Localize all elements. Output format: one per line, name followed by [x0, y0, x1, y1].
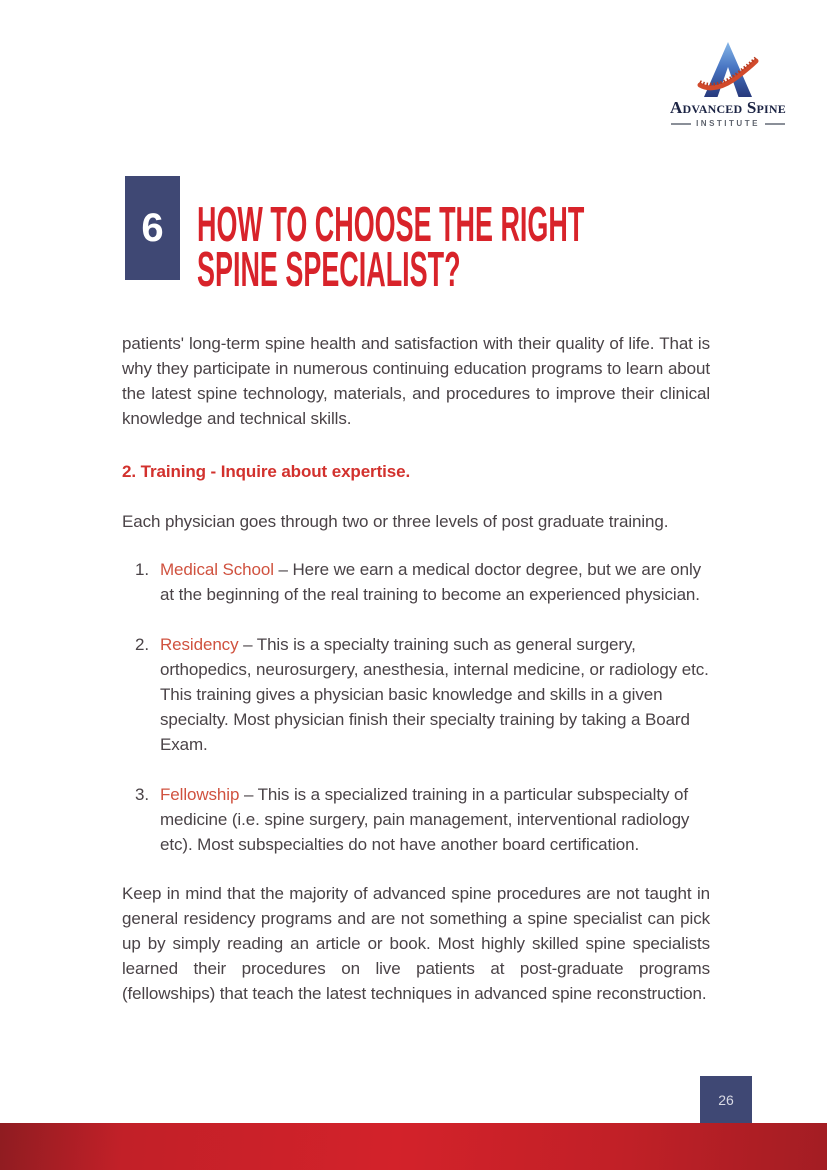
list-item-body [160, 632, 710, 757]
spine-letter-a-icon [688, 40, 768, 100]
list-item-medical-school [122, 557, 710, 607]
closing-paragraph: Keep in mind that the majority of advanced spine procedures are not taught in general residency programs and are not something a spine specialist can pick up by simply reading an article or book. Most highly skilled spine specialists learned their procedures on live patients at post-graduate programs (fellowships) that teach the latest techniques in advanced spine reconstruction. [122, 884, 710, 1003]
chapter-title-line-2: SPINE SPECIALIST? [197, 243, 461, 297]
logo-subtitle-row [663, 119, 793, 128]
footer-red-bar [0, 1123, 827, 1170]
list-item-term: Residency [160, 635, 239, 654]
logo-rule-right [765, 123, 785, 125]
logo-name: Advanced Spine [670, 98, 786, 117]
list-item-text: – Here we earn a medical doctor degree, but we are only at the beginning of the real training to become an experienced physician. [160, 560, 702, 604]
list-item-body [160, 782, 710, 857]
logo [663, 40, 793, 128]
chapter-title-line-1: HOW TO CHOOSE THE RIGHT [197, 198, 585, 252]
chapter-number-badge: 6 [125, 176, 180, 280]
section-subheading: 2. Training - Inquire about expertise. [122, 462, 411, 481]
list-item-number: 2. [135, 635, 149, 654]
list-intro-paragraph: Each physician goes through two or three levels of post graduate training. [122, 512, 669, 531]
training-levels-list [122, 557, 710, 857]
list-item-text: – This is a specialized training in a particular subspecialty of medicine (i.e. spine surgery, pain management, interventional radiology etc). Most subspecialties do not have another board certification. [160, 785, 690, 854]
list-item-term: Medical School [160, 560, 274, 579]
logo-subtitle: INSTITUTE [696, 119, 760, 128]
list-item-body [160, 557, 710, 607]
logo-rule-left [671, 123, 691, 125]
list-item-number: 1. [135, 560, 149, 579]
page-number-badge: 26 [700, 1076, 752, 1124]
list-item-term: Fellowship [160, 785, 240, 804]
list-item-text: – This is a specialty training such as general surgery, orthopedics, neurosurgery, anesthesia, internal medicine, or radiology etc. This training gives a physician basic knowledge and skills in a given specialty. Most physician finish their specialty training by taking a Board Exam. [160, 635, 709, 754]
list-item-number: 3. [135, 785, 149, 804]
paragraph-continuation: patients' long-term spine health and satisfaction with their quality of life. That is why they participate in numerous continuing education programs to learn about the latest spine technology, materials, and procedures to improve their clinical knowledge and technical skills. [122, 334, 710, 428]
body-copy [122, 331, 710, 1006]
list-item-fellowship [122, 782, 710, 857]
list-item-residency [122, 632, 710, 757]
chapter-title [197, 198, 827, 297]
